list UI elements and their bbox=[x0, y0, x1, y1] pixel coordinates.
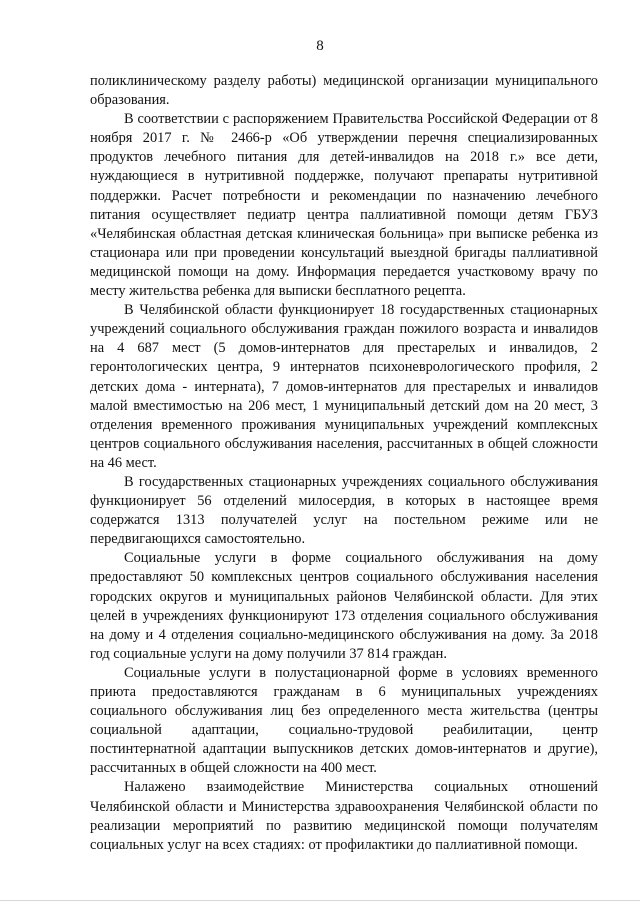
paragraph-interaction-ministries: Налажено взаимодействие Министерства социальных отношений Челябинской области и Министерства здравоохранения Челябинской области по реализации мероприятий по развитию медицинской помощи получателям социальных услуг на всех стадиях: от профилактики до паллиативной помощи. bbox=[90, 779, 598, 853]
page-bottom-edge bbox=[0, 900, 640, 901]
paragraph-nutrition-support: В соответствии с распоряжением Правительства Российской Федерации от 8 ноября 2017 г. № 2466-р «Об утверждении перечня специализированных продуктов лечебного питания для детей-инвалидов на 2018 г.» все дети, нуждающиеся в нутритивной поддержке, получают препараты нутритивной поддержки. Расчет потребности и рекомендации по назначению лечебного питания осуществляет педиатр центра паллиативной помощи детям ГБУЗ «Челябинская областная детская клиническая больница» при выписке ребенка из стационара или при проведении консультаций выездной бригады паллиативной медицинской помощи на дому. Информация передается участковому врачу по месту жительства ребенка для выписки бесплатного рецепта. bbox=[90, 111, 598, 300]
paragraph-home-services: Социальные услуги в форме социального обслуживания на дому предоставляют 50 комплексных центров социального обслуживания населения городских округов и муниципальных районов Челябинской области. Для этих целей в учреждениях функционируют 173 отделения социального обслуживания на дому и 4 отделения социально-медицинского обслуживания на дому. За 2018 год социальные услуги на дому получили 37 814 граждан. bbox=[90, 550, 598, 662]
paragraph-continuation: поликлиническому разделу работы) медицинской организации муниципального образования. bbox=[90, 73, 598, 109]
paragraph-semi-stationary-services: Социальные услуги в полустационарной форме в условиях временного приюта предоставляются гражданам в 6 муниципальных учреждениях социального обслуживания лиц без определенного места жительства (центры социальной адаптации, социально-трудовой реабилитации, центр постинтернатной адаптации выпускников детских домов-интернатов и другие), рассчитанных в общей сложности на 400 мест. bbox=[90, 664, 598, 777]
page-number: 8 bbox=[316, 38, 324, 54]
paragraph-stationary-institutions: В Челябинской области функционирует 18 государственных стационарных учреждений социального обслуживания граждан пожилого возраста и инвалидов на 4 687 мест (5 домов-интернатов для престарелых и инвалидов, 2 геронтологических центра, 9 интернатов психоневрологического профиля, 2 детских дома - интерната), 7 домов-интернатов для престарелых и инвалидов малой вместимостью на 206 мест, 1 муниципальный детский дом на 20 мест, 3 отделения временного проживания муниципальных учреждений комплексных центров социального обслуживания населения, рассчитанных в общей сложности на 46 мест. bbox=[90, 302, 598, 471]
document-body bbox=[90, 72, 598, 855]
paragraph-mercy-departments: В государственных стационарных учреждениях социального обслуживания функционирует 56 отделений милосердия, в которых в настоящее время содержатся 1313 получателей услуг на постельном режиме или не передвигающихся самостоятельно. bbox=[90, 473, 598, 548]
